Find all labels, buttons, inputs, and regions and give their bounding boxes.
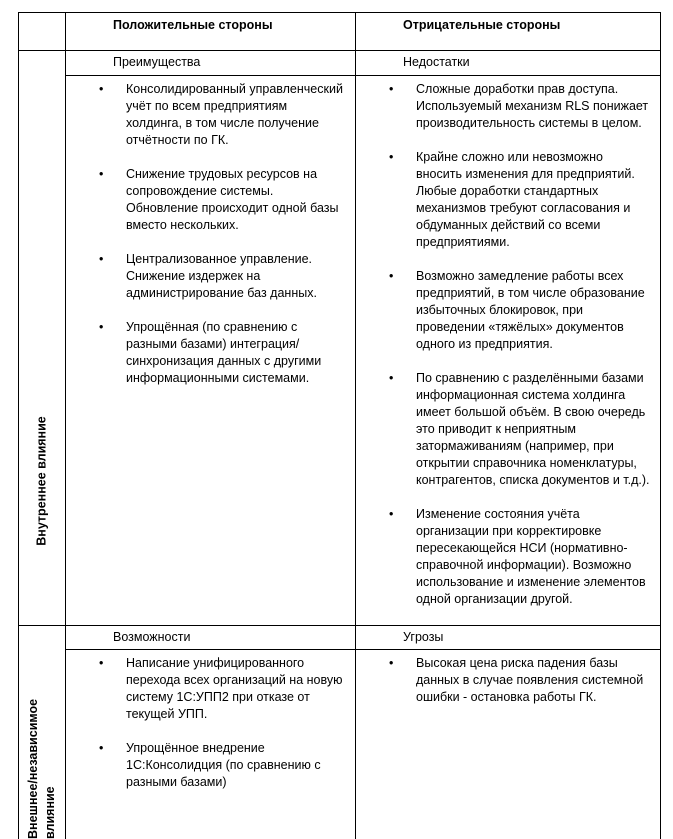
disadvantages-list <box>356 81 660 608</box>
advantages-title: Преимущества <box>66 51 356 76</box>
disadvantage-item: • Изменение состояния учёта организации при корректировке пересекающейся НСИ (нормативно-справочной информации). Возможно использование и изменение элементов одной организации другой. <box>356 506 650 608</box>
advantage-item: • Упрощённая (по сравнению с разными базами) интеграция/синхронизация данных с другими информационными системами. <box>66 319 345 387</box>
threats-list <box>356 655 660 706</box>
disadvantage-item: • Сложные доработки прав доступа. Используемый механизм RLS понижает производительность системы в целом. <box>356 81 650 132</box>
corner-cell <box>19 13 66 51</box>
opportunities-title: Возможности <box>66 626 356 650</box>
threats-cell <box>356 650 661 839</box>
opportunity-item: • Написание унифицированного перехода всех организаций на новую систему 1С:УПП2 при отказе от текущей УПП. <box>66 655 345 723</box>
opportunities-list <box>66 655 355 791</box>
advantages-cell <box>66 76 356 626</box>
opportunities-cell <box>66 650 356 839</box>
advantages-list <box>66 81 355 387</box>
opportunity-item: • Упрощённое внедрение 1С:Консолидция (по сравнению с разными базами) <box>66 740 345 791</box>
advantage-item: • Консолидированный управленческий учёт по всем предприятиям холдинга, в том числе получение отчётности по ГК. <box>66 81 345 149</box>
negative-column-header: Отрицательные стороны <box>356 13 661 51</box>
threat-item: • Высокая цена риска падения базы данных в случае появления системной ошибки - остановка работы ГК. <box>356 655 650 706</box>
external-influence-label-cell <box>19 626 66 839</box>
threats-title: Угрозы <box>356 626 661 650</box>
disadvantages-title: Недостатки <box>356 51 661 76</box>
disadvantage-item: • Крайне сложно или невозможно вносить изменения для предприятий. Любые доработки стандартных механизмов требуют согласования и обдуманных действий со всеми предприятиями. <box>356 149 650 251</box>
internal-influence-label: Внутреннее влияние <box>34 416 49 546</box>
external-influence-label: Внешнее/независимое влияние <box>26 698 57 839</box>
disadvantage-item: • Возможно замедление работы всех предприятий, в том числе образование избыточных блокировок, при проведении «тяжёлых» документов одного из предприятия. <box>356 268 650 353</box>
advantage-item: • Централизованное управление. Снижение издержек на администрирование баз данных. <box>66 251 345 302</box>
positive-column-header: Положительные стороны <box>66 13 356 51</box>
disadvantages-cell <box>356 76 661 626</box>
disadvantage-item: • По сравнению с разделёнными базами информационная система холдинга имеет большой объём. В свою очередь это приводит к неприятным затормаживаниям (например, при открытии справочника номенклатуры, контрагентов, списка документов и т.д.). <box>356 370 650 489</box>
internal-influence-label-cell <box>19 51 66 626</box>
swot-table <box>18 12 661 839</box>
advantage-item: • Снижение трудовых ресурсов на сопровождение системы. Обновление происходит одной базы вместо нескольких. <box>66 166 345 234</box>
